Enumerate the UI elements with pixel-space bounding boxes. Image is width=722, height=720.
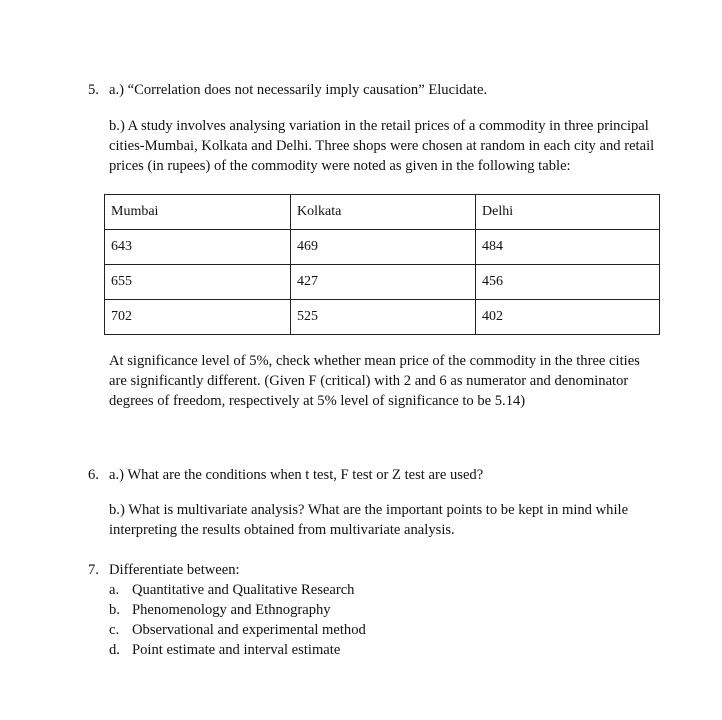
table-cell: 655 xyxy=(105,265,291,300)
list-item-letter: a. xyxy=(109,582,120,598)
list-item-text: Quantitative and Qualitative Research xyxy=(132,582,355,598)
table-cell: 469 xyxy=(291,230,476,265)
list-item-letter: b. xyxy=(109,602,120,618)
question-7-intro: Differentiate between: xyxy=(109,562,240,578)
table-cell: 456 xyxy=(476,265,660,300)
list-item-letter: d. xyxy=(109,642,120,658)
list-item-text: Point estimate and interval estimate xyxy=(132,642,341,658)
differentiate-list xyxy=(109,580,366,660)
list-item-text: Observational and experimental method xyxy=(132,622,366,638)
price-table xyxy=(104,194,660,335)
table-header-cell: Kolkata xyxy=(291,195,476,230)
table-header-row xyxy=(105,195,660,230)
question-6-part-b: b.) What is multivariate analysis? What are the important points to be kept in mind while interpreting the results obtained from multivariate analysis. xyxy=(109,502,629,538)
list-item-text: Phenomenology and Ethnography xyxy=(132,602,331,618)
table-header-cell: Mumbai xyxy=(105,195,291,230)
table-cell: 402 xyxy=(476,300,660,335)
question-number: 5. xyxy=(88,82,99,98)
table-cell: 427 xyxy=(291,265,476,300)
list-item-letter: c. xyxy=(109,622,120,638)
list-item xyxy=(109,640,366,660)
table-cell: 643 xyxy=(105,230,291,265)
table-row xyxy=(105,265,660,300)
list-item xyxy=(109,620,366,640)
question-5-part-b: b.) A study involves analysing variation in the retail prices of a commodity in three principal cities-Mumbai, Kolkata and Delhi. Three shops were chosen at random in each city and retail prices (in rupees) of the commodity were noted as given in the following table: xyxy=(109,118,655,174)
question-5-after-table: At significance level of 5%, check whether mean price of the commodity in the three cities are significantly different. (Given F (critical) with 2 and 6 as numerator and denominator degrees of freedom, respectively at 5% level of significance to be 5.14) xyxy=(109,353,640,409)
question-number: 7. xyxy=(88,562,99,578)
question-number: 6. xyxy=(88,467,99,483)
table-cell: 702 xyxy=(105,300,291,335)
list-item xyxy=(109,580,366,600)
table-cell: 525 xyxy=(291,300,476,335)
table-header-cell: Delhi xyxy=(476,195,660,230)
question-5-part-a: a.) “Correlation does not necessarily imply causation” Elucidate. xyxy=(109,82,488,98)
list-item xyxy=(109,600,366,620)
table-row xyxy=(105,300,660,335)
table-cell: 484 xyxy=(476,230,660,265)
table-row xyxy=(105,230,660,265)
question-6-part-a: a.) What are the conditions when t test, F test or Z test are used? xyxy=(109,467,484,483)
